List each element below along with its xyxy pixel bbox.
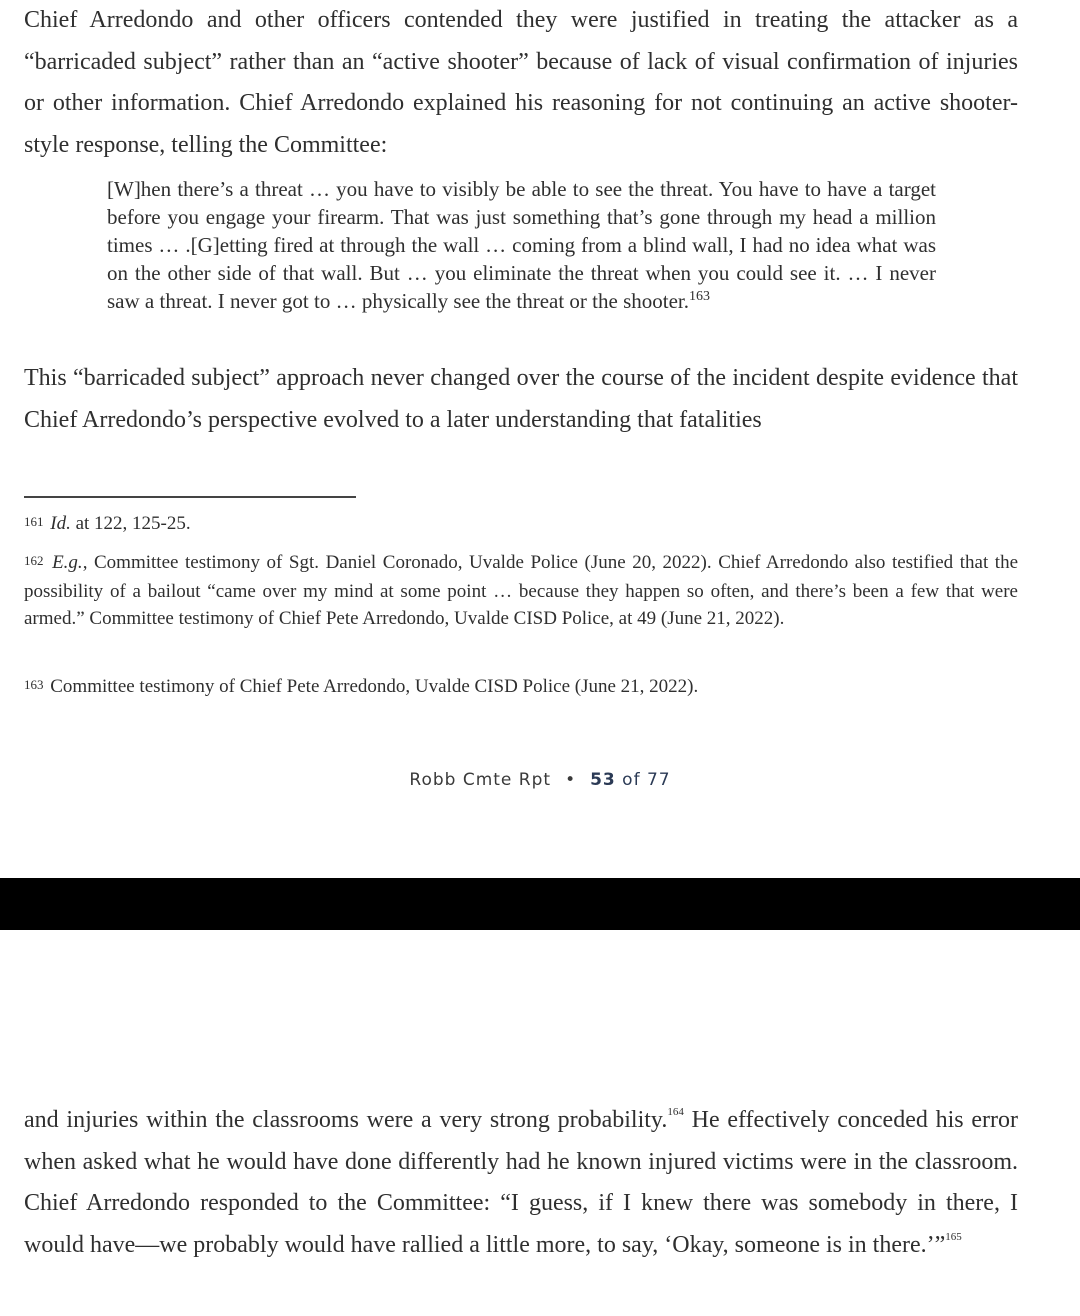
footnote-citation: E.g. [52,552,83,573]
footer-separator: • [565,770,577,790]
footnote-number: 162 [24,553,44,568]
page-number: 53 [590,770,616,790]
page-footer [0,770,1080,790]
footnote-text: Committee testimony of Chief Pete Arredondo, Uvalde CISD Police (June 21, 2022). [50,676,699,697]
body-paragraph-2: This “barricaded subject” approach never changed over the course of the incident despite evidence that Chief Arredondo’s perspective evolved to a later understanding that fatalities [24,365,1018,433]
paragraph-text-rest: He effectively conceded his error when asked what he would have done differently had he known injured victims were in the classroom. Chief Arredondo responded to the Committee: “I guess, if I knew there was somebody in there, I would have—we probably would have rallied a little more, to say, ‘Okay, someone is in there.’” [24,1107,1018,1258]
footnote-citation: Id. [50,513,71,534]
footnote-ref-164[interactable]: 164 [667,1106,684,1118]
footnote-text: , Committee testimony of Sgt. Daniel Coronado, Uvalde Police (June 20, 2022). Chief Arredondo also testified that the possibility of a bailout “came over my mind at some point … because they happen so often, and there’s been a few that were armed.” Committee testimony of Chief Pete Arredondo, Uvalde CISD Police, at 49 (June 21, 2022). [24,552,1019,629]
footnote-separator [24,496,356,498]
paragraph-text-start: and injuries within the classrooms were a very strong probability. [24,1107,668,1133]
block-quote [107,175,936,315]
document-label: Robb Cmte Rpt [409,770,552,790]
footnote-163 [24,673,1018,702]
footnote-ref-163[interactable]: 163 [688,289,710,304]
block-quote-text: [W]hen there’s a threat … you have to visibly be able to see the threat. You have to have a target before you engage your firearm. That was just something that’s gone through my head a million times … .[G]etting fired at through the wall … coming from a blind wall, I had no idea what was on the other side of that wall. But … you eliminate the threat when you could see it. … I never saw a threat. I never got to … physically see the threat or the shooter. [107,177,936,313]
body-paragraph-1: Chief Arredondo and other officers contended they were justified in treating the attacker as a “barricaded subject” rather than an “active shooter” because of lack of visual confirmation of injuries or other information. Chief Arredondo explained his reasoning for not continuing an active shooter-style response, telling the Committee: [24,7,1018,158]
footnote-ref-165[interactable]: 165 [945,1230,962,1243]
footnote-number: 163 [24,677,44,692]
page-gap-bar [0,878,1080,930]
footnote-161 [24,510,1018,539]
footnote-162 [24,549,1018,633]
footnote-number: 161 [24,514,44,529]
footnote-text: at 122, 125-25. [70,513,191,534]
body-paragraph-3 [24,1100,1018,1266]
page-total: of 77 [622,770,671,790]
